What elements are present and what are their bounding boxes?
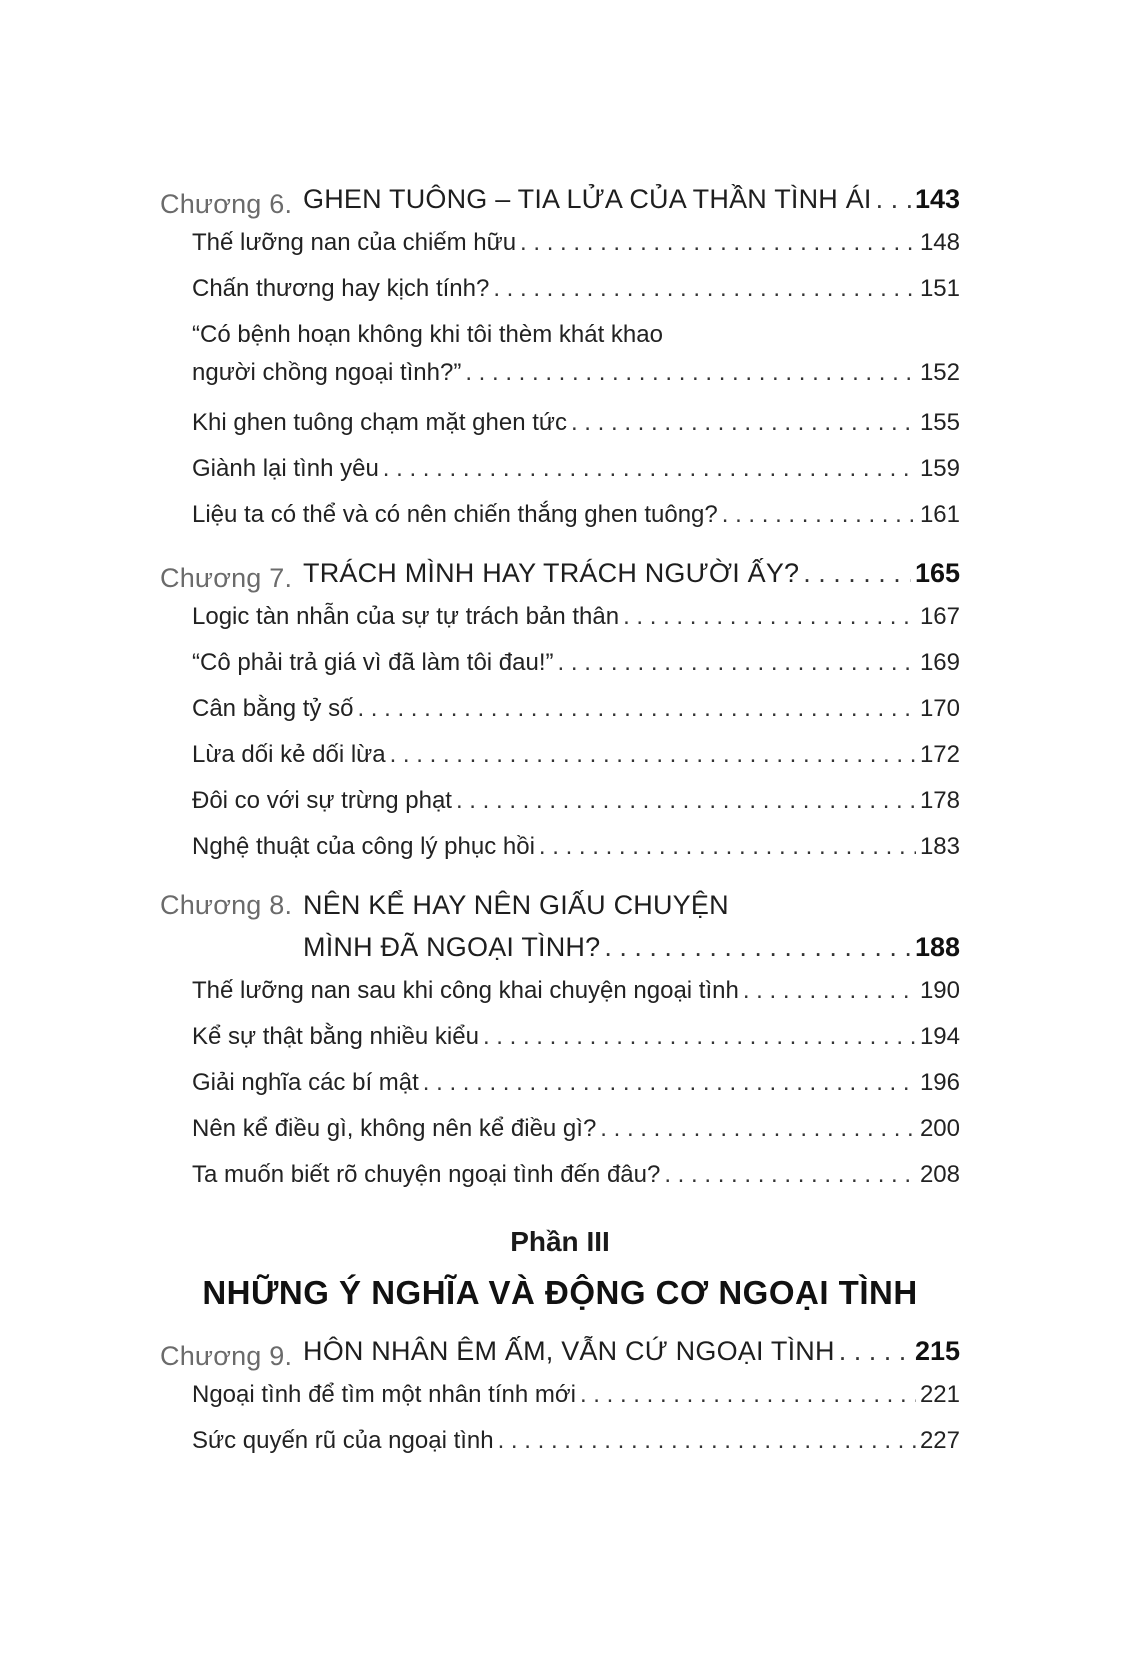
- toc-entry: [192, 824, 960, 870]
- dot-leader: [580, 1372, 916, 1418]
- section-list: [160, 1372, 960, 1464]
- entry-title: Nên kể điều gì, không nên kể điều gì?: [192, 1115, 597, 1142]
- chapter-number: Chương 6.: [160, 189, 293, 219]
- entry-page: 196: [919, 1069, 960, 1096]
- entry-title: Giải nghĩa các bí mật: [192, 1069, 419, 1096]
- entry-title: Cân bằng tỷ số: [192, 695, 354, 722]
- chapter-title: GHEN TUÔNG – TIA LỬA CỦA THẦN TÌNH ÁI: [303, 184, 872, 214]
- entry-title: Kể sự thật bằng nhiều kiểu: [192, 1023, 479, 1050]
- dot-leader: [390, 732, 916, 778]
- entry-title: Giành lại tình yêu: [192, 455, 379, 482]
- dot-leader: [743, 968, 916, 1014]
- chapter-page: 215: [914, 1336, 960, 1366]
- chapter-title-line1: NÊN KỂ HAY NÊN GIẤU CHUYỆN: [303, 890, 729, 920]
- dot-leader: [520, 220, 916, 266]
- dot-leader: [623, 594, 916, 640]
- entry-page: 194: [919, 1023, 960, 1050]
- dot-leader: [493, 266, 916, 312]
- dot-leader: [664, 1152, 916, 1198]
- entry-page: 208: [919, 1161, 960, 1188]
- chapter-number: Chương 8.: [160, 890, 293, 920]
- entry-page: 170: [919, 695, 960, 722]
- chapter-8: [160, 884, 960, 1198]
- entry-title: Liệu ta có thể và có nên chiến thắng ghen tuông?: [192, 501, 718, 528]
- toc-entry: [192, 968, 960, 1014]
- toc-entry: [192, 640, 960, 686]
- toc-entry: [192, 686, 960, 732]
- entry-title: Khi ghen tuông chạm mặt ghen tức: [192, 409, 567, 436]
- toc-entry: [192, 778, 960, 824]
- toc-entry: [192, 732, 960, 778]
- entry-page: 227: [919, 1427, 960, 1454]
- dot-leader: [539, 824, 916, 870]
- entry-title: Logic tàn nhẫn của sự tự trách bản thân: [192, 603, 620, 630]
- entry-title-line1: “Có bệnh hoạn không khi tôi thèm khát khao: [192, 321, 663, 348]
- entry-page: 151: [919, 275, 960, 302]
- chapter-title: HÔN NHÂN ÊM ẤM, VẪN CỨ NGOẠI TÌNH: [303, 1336, 835, 1366]
- dot-leader: [600, 1106, 916, 1152]
- toc-entry: [192, 316, 960, 392]
- dot-leader: [571, 400, 916, 446]
- toc-entry: [192, 1060, 960, 1106]
- entry-page: 221: [919, 1381, 960, 1408]
- part-label: Phần III: [510, 1226, 610, 1257]
- chapter-title: TRÁCH MÌNH HAY TRÁCH NGƯỜI ẤY?: [303, 558, 800, 588]
- dot-leader: [876, 178, 911, 220]
- dot-leader: [604, 926, 911, 968]
- entry-page: 169: [919, 649, 960, 676]
- entry-title: Sức quyến rũ của ngoại tình: [192, 1427, 494, 1454]
- dot-leader: [383, 446, 916, 492]
- dot-leader: [483, 1014, 916, 1060]
- part-heading: [160, 1220, 960, 1322]
- chapter-number: Chương 9.: [160, 1341, 293, 1371]
- section-list: [160, 220, 960, 538]
- entry-title: Ta muốn biết rõ chuyện ngoại tình đến đâu?: [192, 1161, 661, 1188]
- table-of-contents: [160, 178, 960, 1478]
- dot-leader: [456, 778, 916, 824]
- dot-leader: [465, 354, 916, 392]
- toc-entry: [192, 266, 960, 312]
- toc-entry: [192, 220, 960, 266]
- toc-entry: [192, 1106, 960, 1152]
- entry-title: “Cô phải trả giá vì đã làm tôi đau!”: [192, 649, 554, 676]
- dot-leader: [839, 1330, 911, 1372]
- chapter-page: 143: [914, 184, 960, 214]
- entry-page: 161: [919, 501, 960, 528]
- entry-page: 183: [919, 833, 960, 860]
- chapter-heading: [160, 178, 960, 220]
- dot-leader: [498, 1418, 916, 1464]
- toc-entry: [192, 446, 960, 492]
- toc-entry: [192, 594, 960, 640]
- toc-entry: [192, 1372, 960, 1418]
- chapter-number: Chương 7.: [160, 563, 293, 593]
- dot-leader: [423, 1060, 916, 1106]
- chapter-title-line2: MÌNH ĐÃ NGOẠI TÌNH?: [303, 932, 601, 962]
- dot-leader: [357, 686, 916, 732]
- entry-page: 172: [919, 741, 960, 768]
- toc-entry: [192, 492, 960, 538]
- entry-title: Thế lưỡng nan sau khi công khai chuyện ngoại tình: [192, 977, 739, 1004]
- part-title: NHỮNG Ý NGHĨA VÀ ĐỘNG CƠ NGOẠI TÌNH: [202, 1274, 918, 1311]
- entry-page: 159: [919, 455, 960, 482]
- chapter-page: 165: [914, 558, 960, 588]
- entry-page: 190: [919, 977, 960, 1004]
- entry-page: 178: [919, 787, 960, 814]
- entry-title-line2: người chồng ngoại tình?”: [192, 359, 462, 386]
- dot-leader: [803, 552, 911, 594]
- dot-leader: [722, 492, 916, 538]
- section-list: [160, 594, 960, 870]
- toc-entry: [192, 1152, 960, 1198]
- toc-entry: [192, 400, 960, 446]
- entry-title: Ngoại tình để tìm một nhân tính mới: [192, 1381, 576, 1408]
- entry-title: Chấn thương hay kịch tính?: [192, 275, 490, 302]
- chapter-heading: [160, 884, 960, 968]
- chapter-7: [160, 552, 960, 870]
- entry-title: Nghệ thuật của công lý phục hồi: [192, 833, 535, 860]
- chapter-page: 188: [914, 932, 960, 962]
- chapter-6: [160, 178, 960, 538]
- entry-page: 155: [919, 409, 960, 436]
- chapter-9: [160, 1330, 960, 1464]
- section-list: [160, 968, 960, 1198]
- chapter-heading: [160, 552, 960, 594]
- entry-page: 148: [919, 229, 960, 256]
- toc-entry: [192, 1014, 960, 1060]
- dot-leader: [558, 640, 916, 686]
- entry-page: 200: [919, 1115, 960, 1142]
- entry-page: 167: [919, 603, 960, 630]
- entry-title: Thế lưỡng nan của chiếm hữu: [192, 229, 517, 256]
- entry-title: Đôi co với sự trừng phạt: [192, 787, 452, 814]
- toc-entry: [192, 1418, 960, 1464]
- entry-page: 152: [919, 359, 960, 386]
- entry-title: Lừa dối kẻ dối lừa: [192, 741, 386, 768]
- chapter-heading: [160, 1330, 960, 1372]
